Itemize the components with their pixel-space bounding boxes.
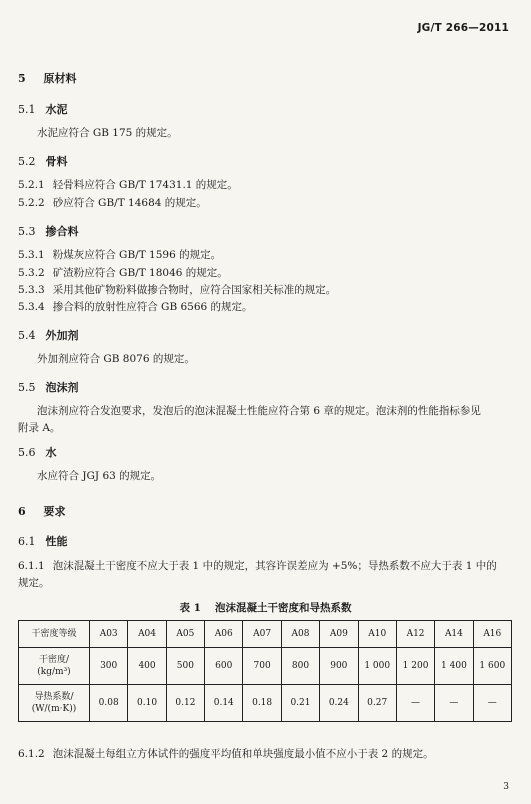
table-cell: 0.27 bbox=[358, 685, 396, 722]
clause-number: 5.2.2 bbox=[18, 197, 45, 209]
clause-number: 5.3.4 bbox=[18, 301, 45, 313]
clause-text: 砂应符合 GB/T 14684 的规定。 bbox=[52, 197, 207, 209]
clause-number: 6.1.2 bbox=[18, 748, 45, 760]
heading-number: 5.6 bbox=[18, 446, 36, 459]
table-label: 表 1 bbox=[179, 602, 201, 614]
heading-title: 骨料 bbox=[45, 155, 68, 168]
table-cell: A05 bbox=[166, 621, 204, 648]
heading-number: 6.1 bbox=[18, 535, 36, 548]
clause-6-1-1-line2: 规定。 bbox=[18, 577, 50, 589]
row-header-unit: (kg/m³) bbox=[37, 667, 71, 677]
table-cell: A10 bbox=[358, 621, 396, 648]
table-row-grade bbox=[19, 621, 512, 648]
heading-title: 水 bbox=[45, 446, 57, 459]
heading-title: 要求 bbox=[43, 505, 66, 518]
clause-5-2-2 bbox=[18, 196, 207, 210]
heading-number: 5.2 bbox=[18, 155, 36, 168]
table-cell: 0.18 bbox=[243, 685, 281, 722]
table-cell: A03 bbox=[90, 621, 128, 648]
table-1 bbox=[18, 620, 512, 722]
row-header-line: 干密度/ bbox=[38, 655, 70, 665]
heading-title: 掺合料 bbox=[45, 225, 79, 238]
table-title: 泡沫混凝土干密度和导热系数 bbox=[214, 602, 352, 614]
heading-title: 原材料 bbox=[43, 72, 77, 85]
heading-5-3 bbox=[18, 223, 79, 239]
heading-5 bbox=[18, 70, 77, 86]
clause-text: 轻骨料应符合 GB/T 17431.1 的规定。 bbox=[52, 179, 238, 191]
heading-5-5 bbox=[18, 379, 79, 395]
clause-number: 5.3.3 bbox=[18, 284, 45, 296]
clause-text: 粉煤灰应符合 GB/T 1596 的规定。 bbox=[52, 249, 222, 261]
table-cell: — bbox=[396, 685, 434, 722]
table-cell: A16 bbox=[473, 621, 511, 648]
heading-number: 5.5 bbox=[18, 381, 36, 394]
table-cell: 0.08 bbox=[90, 685, 128, 722]
row-header-line: 导热系数/ bbox=[34, 692, 74, 702]
page-number: 3 bbox=[503, 782, 509, 792]
table-cell: 600 bbox=[205, 648, 243, 685]
table-cell: A06 bbox=[205, 621, 243, 648]
clause-text: 泡沫混凝土干密度不应大于表 1 中的规定，其容许误差应为 +5%；导热系数不应大于表 1 中的 bbox=[52, 560, 497, 572]
clause-5-2-1 bbox=[18, 178, 238, 192]
para-5-4: 外加剂应符合 GB 8076 的规定。 bbox=[37, 353, 195, 365]
heading-title: 泡沫剂 bbox=[45, 381, 79, 394]
clause-text: 掺合料的放射性应符合 GB 6566 的规定。 bbox=[52, 301, 253, 313]
table-cell: 0.21 bbox=[281, 685, 319, 722]
row-header: 干密度等级 bbox=[19, 621, 90, 648]
clause-number: 5.3.1 bbox=[18, 249, 45, 261]
clause-6-1-2 bbox=[18, 747, 434, 761]
table-row-density bbox=[19, 648, 512, 685]
heading-6-1 bbox=[18, 533, 68, 549]
heading-number: 5.3 bbox=[18, 225, 36, 238]
table-cell: A04 bbox=[128, 621, 166, 648]
table-cell: 700 bbox=[243, 648, 281, 685]
table-cell: 500 bbox=[166, 648, 204, 685]
table-cell: 400 bbox=[128, 648, 166, 685]
clause-number: 6.1.1 bbox=[18, 560, 45, 572]
heading-5-2 bbox=[18, 153, 68, 169]
row-header bbox=[19, 685, 90, 722]
clause-text: 泡沫混凝土每组立方体试件的强度平均值和单块强度最小值不应小于表 2 的规定。 bbox=[52, 748, 434, 760]
heading-title: 水泥 bbox=[45, 103, 68, 116]
para-5-5-line2: 附录 A。 bbox=[18, 422, 61, 434]
clause-5-3-2 bbox=[18, 266, 228, 280]
para-5-6: 水应符合 JGJ 63 的规定。 bbox=[37, 470, 162, 482]
heading-title: 性能 bbox=[45, 535, 68, 548]
heading-number: 5.4 bbox=[18, 329, 36, 342]
table-cell: A14 bbox=[435, 621, 473, 648]
table-cell: 0.12 bbox=[166, 685, 204, 722]
clause-text: 矿渣粉应符合 GB/T 18046 的规定。 bbox=[52, 267, 228, 279]
para-5-1: 水泥应符合 GB 175 的规定。 bbox=[37, 127, 178, 139]
heading-number: 5 bbox=[18, 72, 26, 85]
table-cell: 300 bbox=[90, 648, 128, 685]
table-cell: 1 600 bbox=[473, 648, 511, 685]
clause-number: 5.2.1 bbox=[18, 179, 45, 191]
heading-5-4 bbox=[18, 327, 79, 343]
heading-number: 5.1 bbox=[18, 103, 36, 116]
clause-5-3-3 bbox=[18, 283, 336, 297]
para-5-5-line1: 泡沫剂应符合发泡要求，发泡后的泡沫混凝土性能应符合第 6 章的规定。泡沫剂的性能指标参见 bbox=[37, 405, 481, 417]
row-header-unit: (W/(m·K)) bbox=[31, 704, 77, 714]
table-cell: A07 bbox=[243, 621, 281, 648]
heading-title: 外加剂 bbox=[45, 329, 79, 342]
row-header bbox=[19, 648, 90, 685]
table-1-caption bbox=[0, 600, 531, 615]
heading-6 bbox=[18, 503, 66, 519]
clause-5-3-4 bbox=[18, 300, 253, 314]
standard-code: JG/T 266—2011 bbox=[417, 22, 509, 34]
table-cell: 0.10 bbox=[128, 685, 166, 722]
table-cell: 0.24 bbox=[320, 685, 358, 722]
heading-number: 6 bbox=[18, 505, 26, 518]
clause-6-1-1-line1 bbox=[18, 559, 497, 573]
table-cell: — bbox=[473, 685, 511, 722]
table-cell: A08 bbox=[281, 621, 319, 648]
table-cell: 1 200 bbox=[396, 648, 434, 685]
table-cell: 900 bbox=[320, 648, 358, 685]
clause-5-3-1 bbox=[18, 248, 221, 262]
clause-text: 采用其他矿物粉料做掺合物时，应符合国家相关标准的规定。 bbox=[52, 284, 337, 296]
table-cell: 1 400 bbox=[435, 648, 473, 685]
table-cell: A09 bbox=[320, 621, 358, 648]
clause-number: 5.3.2 bbox=[18, 267, 45, 279]
table-cell: — bbox=[435, 685, 473, 722]
table-cell: 1 000 bbox=[358, 648, 396, 685]
table-row-conductivity bbox=[19, 685, 512, 722]
table-cell: 800 bbox=[281, 648, 319, 685]
heading-5-6 bbox=[18, 444, 57, 460]
table-cell: 0.14 bbox=[205, 685, 243, 722]
heading-5-1 bbox=[18, 101, 68, 117]
table-cell: A12 bbox=[396, 621, 434, 648]
